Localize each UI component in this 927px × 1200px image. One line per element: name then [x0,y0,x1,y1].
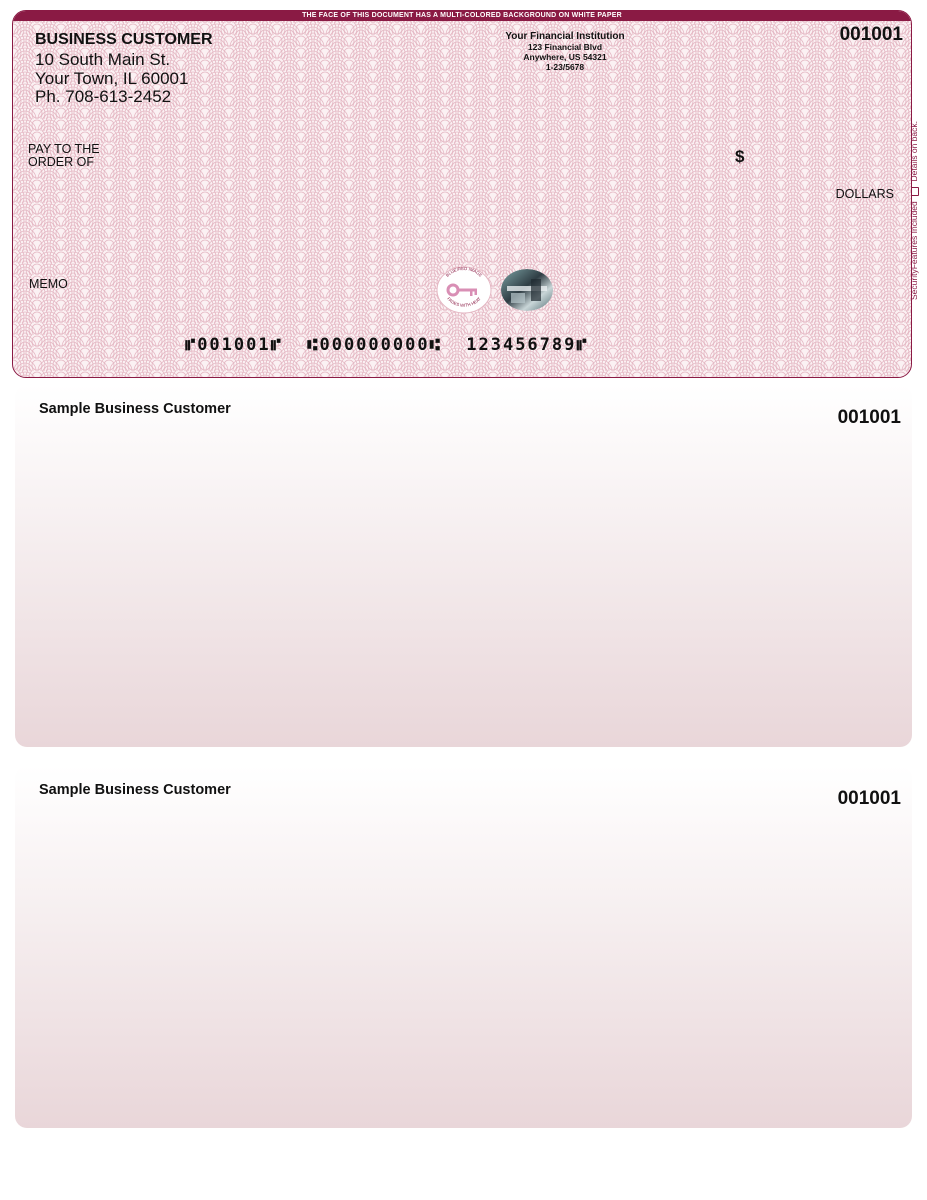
business-name: BUSINESS CUSTOMER [35,31,213,48]
bank-address-line1: 123 Financial Blvd [527,42,603,52]
memo-label: MEMO [29,277,68,291]
bank-address-line2: Anywhere, US 54321 [523,52,607,62]
stub-business-name: Sample Business Customer [39,782,231,798]
dollar-sign: $ [735,147,745,166]
security-note-prefix: Security [909,269,919,300]
pay-to-label-line1: PAY TO THE [28,142,100,156]
business-address-line2: Your Town, IL 60001 [35,69,189,88]
pay-to-label [28,143,100,169]
hologram-icon [501,269,553,311]
check-face [12,10,912,378]
security-note-features: Features Included [909,201,919,270]
business-phone: Ph. 708-613-2452 [35,87,172,106]
dollars-label: DOLLARS [835,187,894,201]
micr-line: ⑈001001⑈ ⑆000000000⑆ 123456789⑈ [185,335,589,355]
heat-sensitive-key-icon [435,265,493,315]
bank-name: Your Financial Institution [505,31,625,42]
bank-info [485,31,645,72]
stub-business-name: Sample Business Customer [39,401,231,417]
voucher-stub-1 [15,385,912,747]
pay-to-label-line2: ORDER OF [28,155,94,169]
security-note-details: Details on back. [909,121,919,182]
business-address-line1: 10 South Main St. [35,50,171,69]
security-features-note [909,100,919,300]
seal-top-text: BLUE/RED IMAGE [444,265,484,278]
voucher-stub-2 [15,766,912,1128]
lock-icon [911,187,919,196]
seal-bottom-text: FADES WITH HEAT [446,296,482,308]
check-number: 001001 [839,24,903,45]
security-banner: THE FACE OF THIS DOCUMENT HAS A MULTI-COLORED BACKGROUND ON WHITE PAPER [13,11,911,21]
stub-check-number: 001001 [837,788,901,809]
stub-check-number: 001001 [837,407,901,428]
routing-fraction: 1-23/5678 [545,62,585,72]
